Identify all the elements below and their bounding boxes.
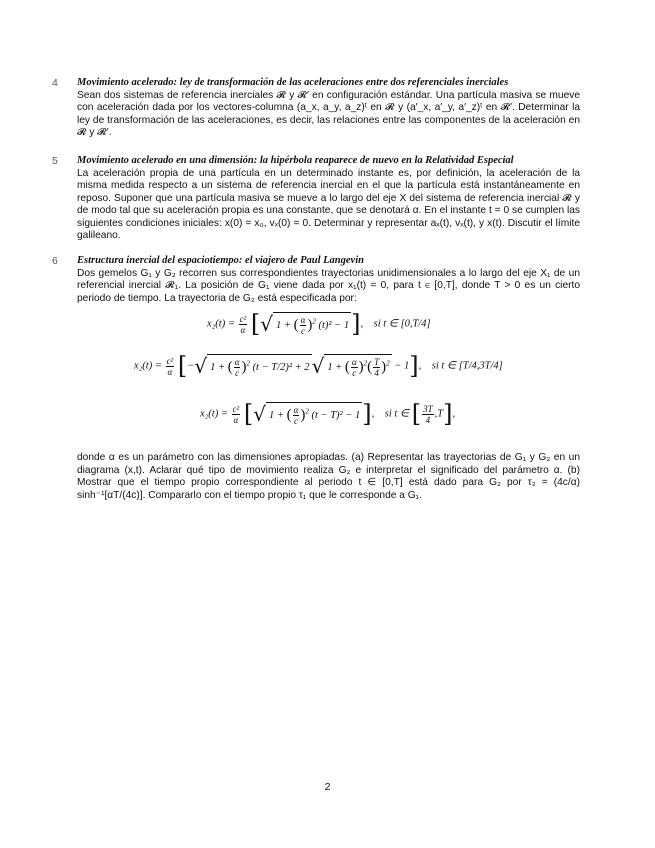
problem-6	[52, 255, 580, 305]
problem-6-continued	[52, 452, 580, 502]
problem-5	[52, 155, 580, 243]
equation-3: x₂(t) = $\frac{\text{c²}}{\alpha}$ [√ 1 + ( $\frac{\alpha}{c}$ )$^2$ (t − T)² − 1], si t ∈ [ $\frac{3T}{4}$ ,T],	[200, 400, 456, 428]
equation-1: x₂(t) = $\frac{\text{c²}}{\alpha}$ [√ 1 + ( $\frac{\alpha}{c}$ )$^2$ (t)² − 1], si t ∈ [0,T/4]	[207, 310, 431, 338]
page-number: 2	[324, 781, 331, 793]
problem-number: 6	[52, 255, 58, 267]
problem-body: La aceleración propia de una partícula en un determinado instante es, por definición, la aceleración de la misma medida respecto a un sistema de referencia inercial en el que la partícula está instantáneamente en reposo. Suponer que una partícula masiva se mueve a lo largo del eje X del sistema de referencia inercial 𝓡 y de modo tal que su aceleración propia es una constante, que se denotará α. En el instante t = 0 se cumplen las siguientes condiciones iniciales: x(0) = x₀, vₓ(0) = 0. Determinar y representar aₓ(t), vₓ(t), y x(t). Discutir el límite galileano.	[77, 167, 580, 241]
problem-number: 4	[52, 77, 58, 89]
problem-outro: donde α es un parámetro con las dimensiones apropiadas. (a) Representar las trayectorias de G₁ y G₂ en un diagrama (x,t). Aclarar qué tipo de movimiento realiza G₂ e interpretar el significado del parámetro α. (b) Mostrar que el tiempo propio correspondiente al periodo t ∈ [0,T] está dado para G₂ por τ₂ = (4c/α) sinh⁻¹[αT/(4c)]. Compararlo con el tiempo propio τ₁ que le corresponde a G₁.	[77, 452, 580, 501]
problem-4	[52, 77, 580, 140]
problem-title: Movimiento acelerado en una dimensión: la hipérbola reaparece de nuevo en la Relatividad Especial	[77, 155, 514, 166]
problem-title: Movimiento acelerado: ley de transformación de las aceleraciones entre dos referenciales inerciales	[77, 77, 509, 88]
problem-title: Estructura inercial del espaciotiempo: el viajero de Paul Langevin	[77, 255, 364, 266]
problem-body: Sean dos sistemas de referencia inerciales 𝓡 y 𝓡′ en configuración estándar. Una partícula masiva se mueve con aceleración dada por los vectores-columna (a_x, a_y, a_z)ᵗ en 𝓡 y (a′_x, a′_y, a′_z)ᵗ en 𝓡′. Determinar la ley de transformación de las aceleraciones, es decir, las relaciones entre las componentes de la aceleración en 𝓡 y 𝓡′.	[77, 89, 580, 138]
problem-intro: Dos gemelos G₁ y G₂ recorren sus correspondientes trayectorias unidimensionales a lo largo del eje X₁ de un referencial inercial 𝓡₁. La posición de G₁ viene dada por x₁(t) = 0, para t ∈ [0,T], donde T > 0 es un cierto periodo de tiempo. La trayectoria de G₂ está especificada por:	[77, 267, 580, 304]
equation-2: x₂(t) = $\frac{\text{c²}}{\alpha}$ [−√ 1 + ( $\frac{\alpha}{c}$ )$^2$ (t − T/2)² + 2 √ 1 + ( $\frac{\alpha}{c}$ )$^2$( $\frac{T}{4}$ )$^2$ − 1], si t ∈ [T/4,3T/4]	[134, 352, 503, 380]
problem-number: 5	[52, 155, 58, 167]
